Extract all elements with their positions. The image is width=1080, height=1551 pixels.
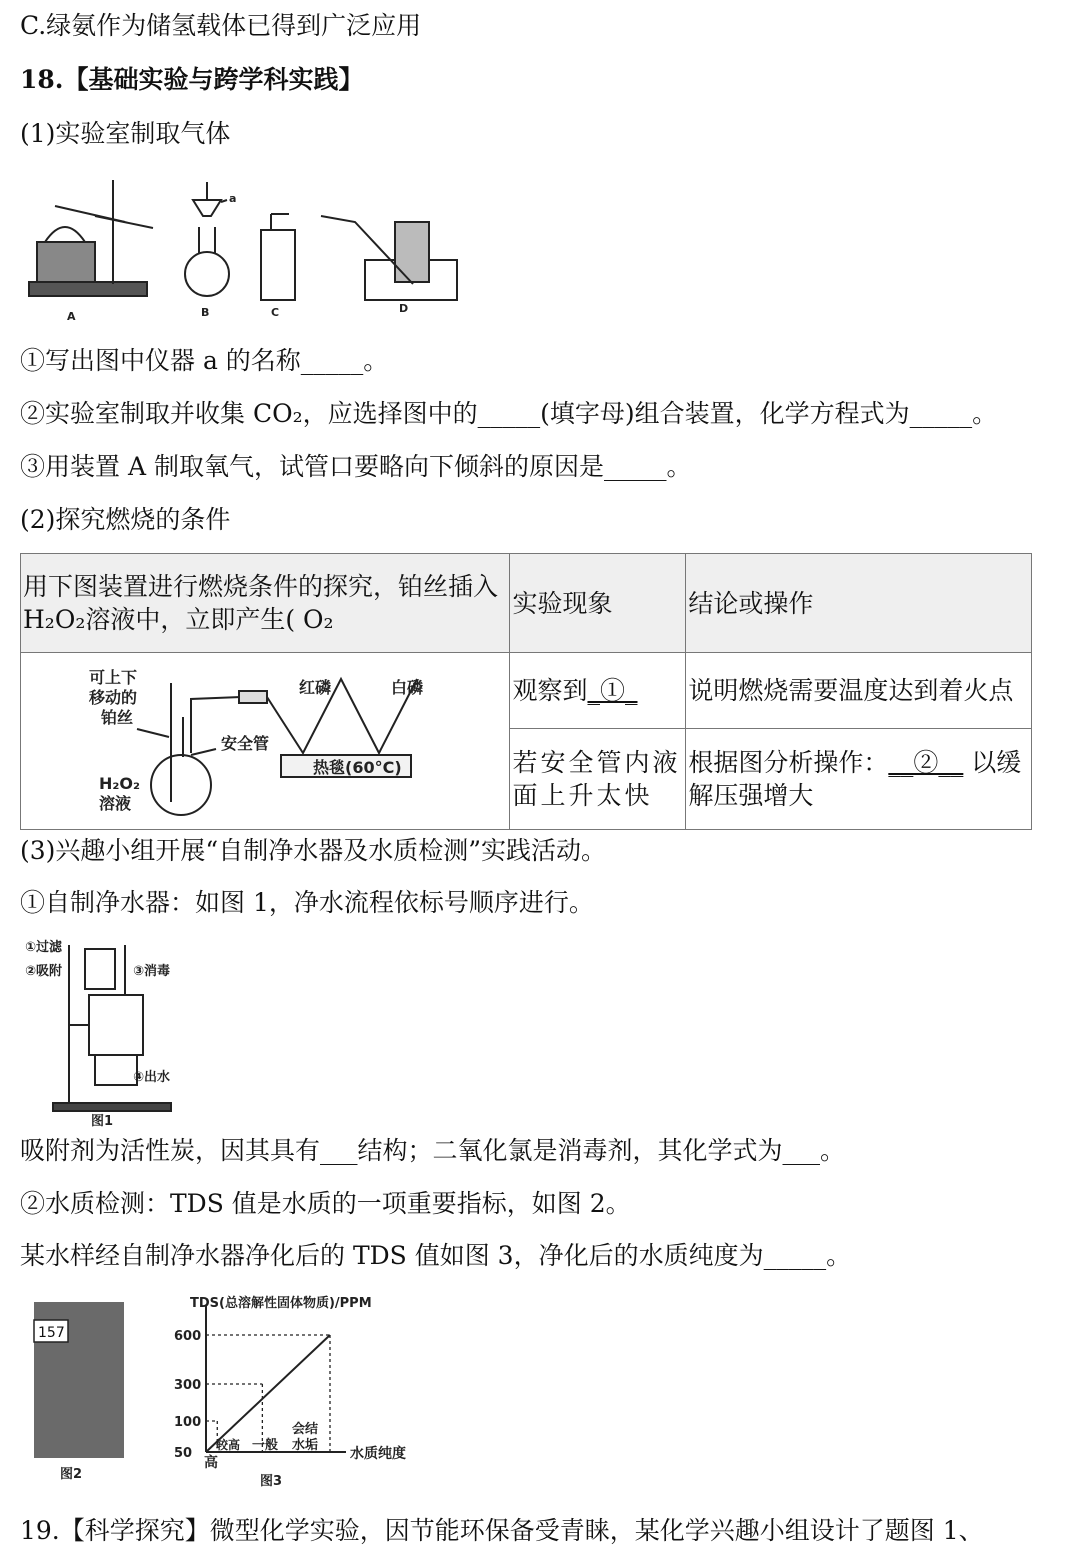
- label-safety-tube: 安全管: [221, 734, 270, 753]
- x-axis-label: 水质纯度: [350, 1446, 406, 1462]
- meter-reading: 157: [38, 1325, 65, 1341]
- part1-q3: ③用装置 A 制取氧气，试管口要略向下倾斜的原因是_____。: [20, 452, 692, 481]
- region-normal: 一般: [252, 1438, 279, 1453]
- label-adsorb: ②吸附: [25, 964, 63, 979]
- caption-fig1: 图1: [91, 1114, 114, 1129]
- phenomenon-cell-2: 若安全管内液面上升太快: [510, 729, 686, 830]
- combustion-table: [20, 553, 1032, 830]
- x-origin-label: 高: [204, 1455, 218, 1471]
- option-c: C.绿氨作为储氢载体已得到广泛应用: [20, 11, 422, 40]
- label-movable-wire-3: 铂丝: [101, 708, 134, 727]
- label-red-phosphorus: 红磷: [299, 678, 332, 697]
- part3-q2b: 某水样经自制净水器净化后的 TDS 值如图 3，净化后的水质纯度为_____。: [20, 1241, 852, 1270]
- label-heater: 热毯(60°C): [313, 758, 402, 777]
- label-movable-wire-2: 移动的: [89, 688, 138, 707]
- label-white-phosphorus: 白磷: [391, 678, 424, 697]
- blank-2: __②__: [888, 748, 964, 778]
- part2-title: (2)探究燃烧的条件: [20, 505, 231, 534]
- fig-label-D: D: [399, 302, 409, 315]
- purifier-figure: [25, 935, 215, 1129]
- setup-diagram-cell: [21, 653, 510, 830]
- y-tick-label-50: 50: [174, 1446, 193, 1461]
- table-row: [21, 653, 1032, 729]
- fig-label-A: A: [67, 310, 76, 323]
- op-suffix: 以缓解压强增大: [688, 748, 1022, 811]
- label-filter: ①过滤: [25, 940, 63, 955]
- header-setup: 用下图装置进行燃烧条件的探究，铂丝插入 H₂O₂溶液中，立即产生( O₂: [21, 554, 510, 653]
- part3-title: (3)兴趣小组开展“自制净水器及水质检测”实践活动。: [20, 836, 606, 865]
- label-h2o2: H₂O₂: [99, 774, 141, 793]
- q19-line: 19.【科学探究】微型化学实验，因节能环保备受青睐，某化学兴趣小组设计了题图 1、: [20, 1516, 984, 1545]
- header-conclusion: 结论或操作: [686, 554, 1032, 653]
- y-tick-label-300: 300: [174, 1378, 202, 1393]
- apparatus-figure: [25, 172, 465, 322]
- region-scale-2: 水垢: [292, 1438, 319, 1453]
- chart-title: TDS(总溶解性固体物质)/PPM: [190, 1296, 372, 1311]
- caption-fig3: 图3: [260, 1474, 283, 1489]
- combustion-apparatus: [41, 657, 461, 827]
- label-disinfect: ③消毒: [133, 964, 171, 979]
- q18-title: 18.【基础实验与跨学科实践】: [20, 65, 364, 94]
- header-phenomenon: 实验现象: [510, 554, 686, 653]
- label-solution: 溶液: [99, 794, 132, 813]
- part3-q1: ①自制净水器：如图 1，净水流程依标号顺序进行。: [20, 888, 594, 917]
- region-higher: 较高: [216, 1438, 241, 1452]
- part1-q1: ①写出图中仪器 a 的名称_____。: [20, 346, 389, 375]
- caption-fig2: 图2: [60, 1467, 83, 1482]
- part1-title: (1)实验室制取气体: [20, 119, 231, 148]
- tds-chart: [170, 1295, 410, 1495]
- tds-meter-figure: [30, 1300, 130, 1480]
- fig-label-B: B: [201, 306, 210, 319]
- label-movable-wire-1: 可上下: [89, 668, 138, 687]
- part3-q2: ②水质检测：TDS 值是水质的一项重要指标，如图 2。: [20, 1189, 631, 1218]
- blank-1: _①_: [587, 676, 638, 706]
- stand-base: [29, 282, 147, 296]
- table-header-row: [21, 554, 1032, 653]
- conclusion-cell-1: 说明燃烧需要温度达到着火点: [686, 653, 1032, 729]
- y-tick-label-100: 100: [174, 1415, 202, 1430]
- label-outlet: ④出水: [133, 1070, 171, 1085]
- part1-q2: ②实验室制取并收集 CO₂，应选择图中的_____(填字母)组合装置，化学方程式为_____。: [20, 399, 998, 428]
- region-scale-1: 会结: [292, 1422, 319, 1437]
- op-prefix: 根据图分析操作：: [688, 748, 889, 778]
- phenomenon-cell-1: [510, 653, 686, 729]
- phenomenon-prefix: 观察到: [512, 676, 588, 706]
- operation-cell-2: [686, 729, 1032, 830]
- part3-q1b: 吸附剂为活性炭，因其具有___结构；二氧化氯是消毒剂，其化学式为___。: [20, 1136, 846, 1165]
- fig-label-C: C: [271, 306, 280, 319]
- fig-label-a: a: [229, 192, 237, 205]
- y-tick-label-600: 600: [174, 1329, 202, 1344]
